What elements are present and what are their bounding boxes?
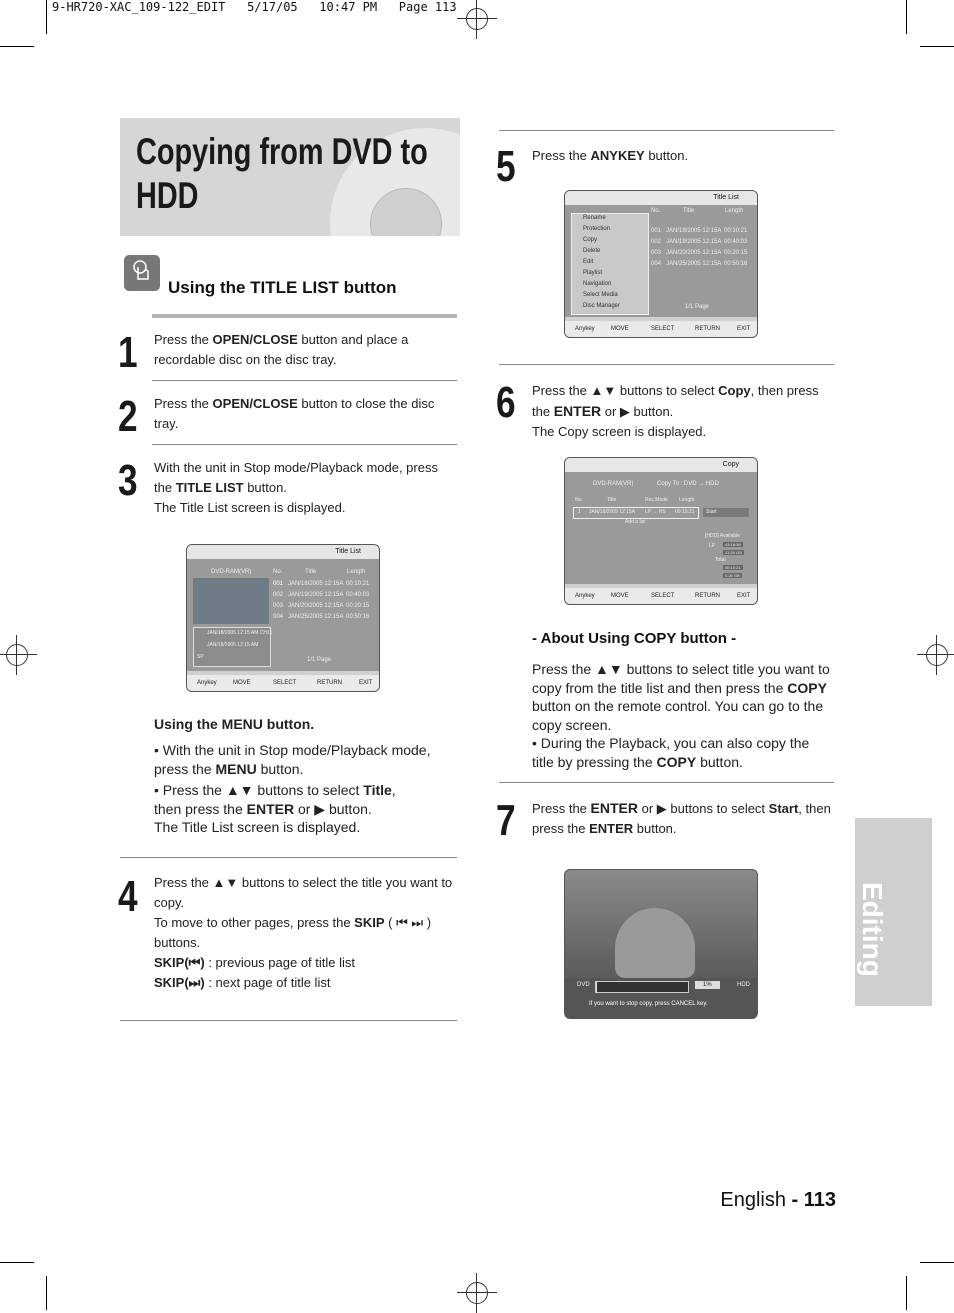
table-row: JAN/20/2005 12:15A <box>666 250 722 256</box>
registration-mark <box>466 1282 488 1304</box>
step-3-text: With the unit in Stop mode/Playback mode, press the TITLE LIST button. The Title List screen is displayed. <box>154 460 438 515</box>
section-heading: Using the TITLE LIST button <box>168 278 397 297</box>
menu-item[interactable]: Copy <box>583 237 598 243</box>
crop-mark <box>46 1276 47 1310</box>
step-7-text: Press the ENTER or ▶ buttons to select Start, then press the ENTER button. <box>532 800 831 836</box>
menu-item[interactable]: Playlist <box>583 270 603 276</box>
table-row: 002 <box>651 239 662 245</box>
table-row: 001 <box>651 228 662 234</box>
divider <box>152 380 457 381</box>
section-rule <box>152 314 457 318</box>
col-header: Length <box>347 569 366 575</box>
total-size: 0.25 GB <box>725 573 740 578</box>
crop-mark <box>920 1262 954 1263</box>
crop-mark <box>0 1262 34 1263</box>
step-number: 2 <box>118 392 138 441</box>
registration-mark <box>466 8 488 30</box>
table-row: 00:40:03 <box>346 592 370 598</box>
table-cell: JAN/18/2005 12:15A <box>589 509 636 515</box>
table-row: 00:50:16 <box>724 261 748 267</box>
step-6-text: Press the ▲▼ buttons to select Copy, then press the ENTER or ▶ button. The Copy screen is displayed. <box>532 383 819 439</box>
col-header: Rec.Mode <box>645 497 668 503</box>
divider <box>499 782 834 783</box>
col-header: Title <box>305 569 317 575</box>
col-header: Title <box>683 208 695 214</box>
table-row: 001 <box>273 581 284 587</box>
col-header: Length <box>679 497 695 503</box>
col-header: Length <box>725 208 744 214</box>
screen-header: Title List <box>187 545 379 559</box>
page-indicator: 1/1 Page <box>685 304 710 310</box>
progress-bar <box>595 981 689 993</box>
menu-item[interactable]: Disc Manager <box>583 303 621 309</box>
table-row: JAN/25/2005 12:15A <box>288 614 344 620</box>
step-2-text: Press the OPEN/CLOSE button to close the disc tray. <box>154 396 435 431</box>
crop-mark <box>0 46 34 47</box>
info-line: JAN/18/2005 12:15 AM CH11 <box>207 630 273 636</box>
table-row: JAN/20/2005 12:15A <box>288 603 344 609</box>
col-header: No. <box>273 569 283 575</box>
copy-progress-screen <box>564 869 758 1019</box>
screen-footer: Anykey MOVE SELECT RETURN EXIT <box>565 588 757 604</box>
step-5-text: Press the ANYKEY button. <box>532 148 689 163</box>
table-row: 002 <box>273 592 284 598</box>
crop-mark <box>920 46 954 47</box>
table-cell: LP → HS <box>645 509 666 515</box>
table-cell: 1 <box>578 509 581 515</box>
dolphin-image <box>615 908 695 978</box>
registration-mark <box>926 644 948 666</box>
menu-note-bullet: • Press the ▲▼ buttons to select Title, then press the ENTER or ▶ button. The Title List screen is displayed. <box>154 782 396 835</box>
lp-size: 23.39 GB <box>725 550 742 555</box>
lp-label: LP <box>709 543 716 549</box>
step-number: 7 <box>496 796 516 845</box>
total-time: 00:10:21 <box>725 565 741 570</box>
destination-label: Copy To : DVD → HDD <box>657 481 719 487</box>
thumbnail <box>193 578 269 624</box>
table-row: JAN/19/2005 12:15A <box>288 592 344 598</box>
menu-item[interactable]: Protection <box>583 226 611 232</box>
table-row: JAN/25/2005 12:15A <box>666 261 722 267</box>
lp-time: 43:16:38 <box>725 542 741 547</box>
add-list-label[interactable]: Add a list <box>625 519 646 525</box>
about-paragraph: Press the ▲▼ buttons to select title you want to copy from the title list and then press the COPY button on the remote control. You can go to the copy screen. <box>532 661 830 733</box>
step-number: 5 <box>496 142 516 191</box>
info-line: SP <box>197 654 204 660</box>
screen-header: Title List <box>565 191 757 205</box>
crop-mark <box>46 0 47 34</box>
title-banner <box>120 118 460 236</box>
table-row: JAN/19/2005 12:15A <box>666 239 722 245</box>
source-label: DVD-RAM(VR) <box>593 481 634 487</box>
menu-item[interactable]: Rename <box>583 215 606 221</box>
start-button[interactable]: Start <box>703 508 749 517</box>
hand-press-icon <box>124 255 160 291</box>
screen-header: Copy <box>565 458 757 472</box>
anykey-menu-screen <box>564 190 758 338</box>
table-row: JAN/18/2005 12:15A <box>666 228 722 234</box>
step-4-text: Press the ▲▼ buttons to select the title you want to copy. To move to other pages, press the SKIP ( ⏮ ⏭ ) buttons. SKIP(⏮) : previous page of title list SKIP(⏭) : next page of title list <box>154 875 453 990</box>
menu-note-heading: Using the MENU button. <box>154 716 315 732</box>
menu-note-bullet: • With the unit in Stop mode/Playback mode, press the MENU button. <box>154 742 431 777</box>
col-header: No. <box>651 208 661 214</box>
divider <box>152 444 457 445</box>
crop-mark <box>906 1276 907 1310</box>
screen-footer: Anykey MOVE SELECT RETURN EXIT <box>187 675 379 691</box>
about-heading: - About Using COPY button - <box>532 630 737 647</box>
cancel-note: If you want to stop copy, press CANCEL key. <box>589 1001 708 1007</box>
table-row: 00:20:15 <box>346 603 370 609</box>
screen-footer: Anykey MOVE SELECT RETURN EXIT <box>565 321 757 337</box>
source-label: DVD-RAM(VR) <box>211 569 252 575</box>
table-row: 00:40:03 <box>724 239 748 245</box>
table-row: 00:50:16 <box>346 614 370 620</box>
dvd-label: DVD <box>577 982 590 988</box>
page-indicator: 1/1 Page <box>307 657 332 663</box>
available-label: [HDD] Available <box>705 533 740 539</box>
divider <box>499 130 834 131</box>
table-row: 00:10:21 <box>724 228 748 234</box>
section-tab-label: Editing <box>857 882 888 977</box>
table-row: 003 <box>651 250 662 256</box>
step-number: 6 <box>496 378 516 427</box>
col-header: Title <box>607 497 617 503</box>
title-list-screen <box>186 544 380 692</box>
step-1-text: Press the OPEN/CLOSE button and place a recordable disc on the disc tray. <box>154 332 409 367</box>
registration-mark <box>6 644 28 666</box>
divider <box>120 1020 457 1021</box>
copy-screen <box>564 457 758 605</box>
menu-item[interactable]: Delete <box>583 248 601 254</box>
step-number: 1 <box>118 328 138 377</box>
step-number: 3 <box>118 456 138 505</box>
menu-item[interactable]: Navigation <box>583 281 612 287</box>
progress-percent: 1% <box>695 981 720 989</box>
divider <box>499 364 834 365</box>
table-row: 00:10:21 <box>346 581 370 587</box>
total-label: Total <box>715 557 726 563</box>
crop-mark <box>906 0 907 34</box>
print-header: 9-HR720-XAC_109-122_EDIT 5/17/05 10:47 PM Page 113 <box>52 0 457 14</box>
page-number: English - 113 <box>720 1189 836 1211</box>
about-bullet: • During the Playback, you can also copy the title by pressing the COPY button. <box>532 735 810 770</box>
info-line: JAN/18/2005 12:15 AM <box>207 642 259 648</box>
table-row: JAN/18/2005 12:15A <box>288 581 344 587</box>
hdd-label: HDD <box>737 982 750 988</box>
divider <box>120 857 457 858</box>
col-header: No. <box>575 497 583 503</box>
step-number: 4 <box>118 872 138 921</box>
page-title: Copying from DVD to HDD <box>136 131 428 216</box>
table-row: 003 <box>273 603 284 609</box>
menu-item[interactable]: Edit <box>583 259 594 265</box>
table-row: 00:20:15 <box>724 250 748 256</box>
menu-item[interactable]: Select Media <box>583 292 618 298</box>
table-cell: 00:10:21 <box>675 509 695 515</box>
table-row: 004 <box>651 261 662 267</box>
table-row: 004 <box>273 614 284 620</box>
